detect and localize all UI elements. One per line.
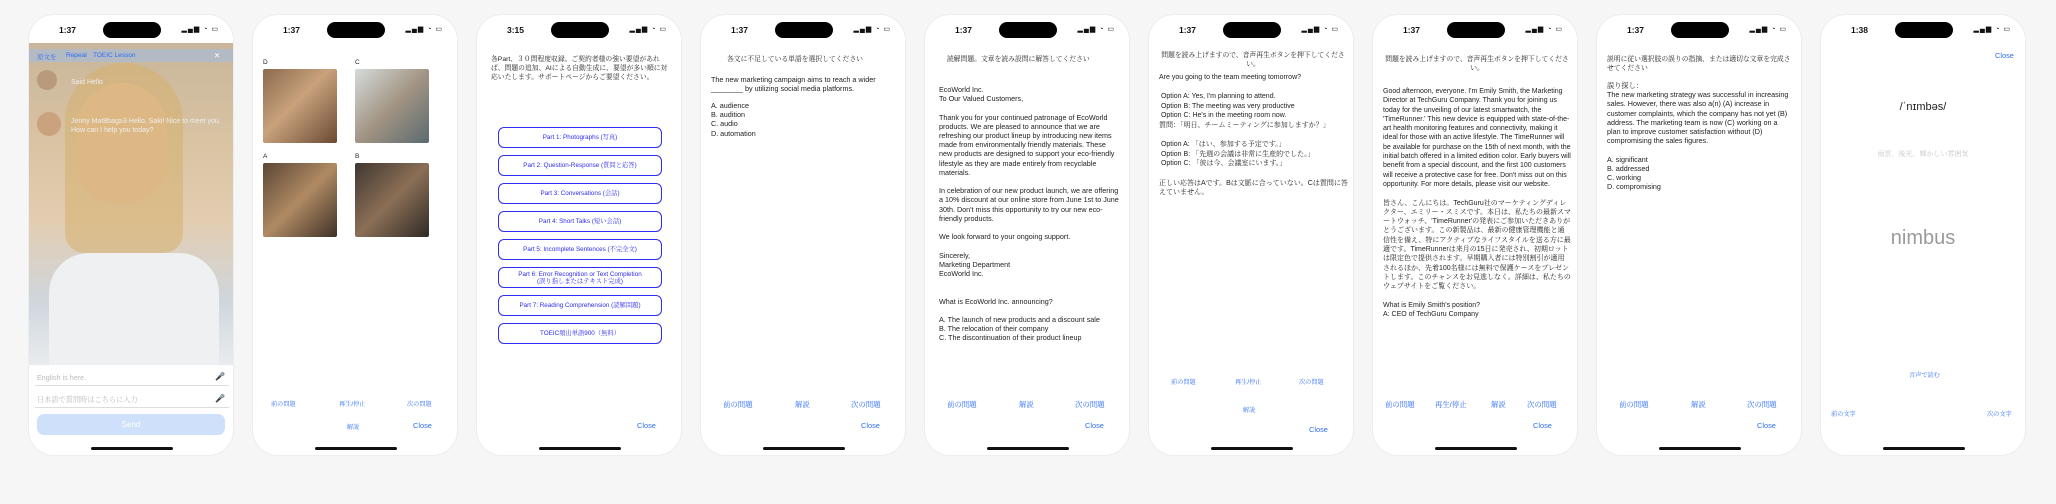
ipa-text: /ˈnɪmbəs/ [1899,101,1947,113]
part1-button[interactable] [498,127,662,148]
prev-question-button[interactable]: 前の問題 [723,400,753,409]
clock: 1:38 [1851,25,1869,35]
explanation-button[interactable]: 解説 [1019,400,1034,409]
japanese-input-placeholder: 日本語で質問時はこちらに入力 [37,395,138,404]
part3-button[interactable] [498,183,662,204]
dynamic-island [1447,22,1505,38]
part4-label: Part 4: Short Talks (短い会話) [538,218,622,225]
close-button[interactable]: Close [1995,51,2014,60]
home-indicator [1883,447,1965,450]
phone-reading-comprehension [924,14,1130,456]
clock: 1:37 [955,25,973,35]
avatar-user [37,70,57,90]
question-body: Are you going to the team meeting tomorrow? Option A: Yes, I'm planning to attend. Option B: The meeting was very productive Option C: He's in the meeting room now. 質問：「明日、チームミーティングに参加しますか？」 Option A: 「はい、参加する予定です。」 Option B: 「先週の会議は非常に生産的でした。」 Option C: 「彼は今、会議室にいます。」 正しい応答はAです。Bは文脈に合っていない。Cは質問に答えていません。 [1159,74,1348,197]
phone-vocabulary-card [1820,14,2026,456]
vocabulary-button[interactable] [498,323,662,344]
part7-button[interactable] [498,295,662,316]
mic-icon[interactable]: 🎤 [215,394,225,403]
status-bar [701,15,905,43]
clock: 1:37 [59,25,77,35]
explanation-button[interactable]: 解説 [1491,400,1506,409]
photo-label-c: C [355,59,360,66]
photo-d[interactable] [263,69,337,143]
clock: 1:37 [1627,25,1645,35]
dynamic-island [551,22,609,38]
passage-scroll[interactable] [939,85,1123,387]
close-button[interactable]: Close [413,421,432,430]
clock: 3:15 [507,25,525,35]
dynamic-island [1223,22,1281,38]
status-icons: ▂▄▆ ◔ ▭ [629,26,667,33]
next-question-button[interactable]: 次の問題 [851,400,881,409]
clock: 1:37 [283,25,301,35]
question-text: The new marketing campaign aims to reach a wider ________ by utilizing social media platforms. [711,75,878,94]
explanation-button[interactable]: 解説 [1243,407,1256,414]
next-question-button[interactable]: 次の問題 [407,401,432,408]
instruction-header: 問題を読み上げますので、音声再生ボタンを押下してください。 [1161,52,1345,69]
close-button[interactable]: Close [1533,421,1552,430]
original-text-link[interactable]: 原文を [37,54,57,61]
next-question-button[interactable]: 次の問題 [1747,400,1777,409]
status-icons: ▂▄▆ ◔ ▭ [1973,26,2011,33]
toeic-lesson-link[interactable]: TOEIC Lesson [93,52,136,59]
part7-label: Part 7: Reading Comprehension (読解問題) [519,302,641,309]
mic-icon[interactable]: 🎤 [215,372,225,381]
home-indicator [763,447,845,450]
home-indicator [539,447,621,450]
status-bar [925,15,1129,43]
shirt [49,253,219,365]
status-bar [29,15,233,43]
prev-word-button[interactable]: 前の文字 [1831,411,1856,418]
dynamic-island [103,22,161,38]
instruction-header: 問題を読み上げますので、音声再生ボタンを押下してください。 [1385,56,1569,73]
send-button[interactable] [37,414,225,435]
send-label: Send [121,420,141,429]
part4-button[interactable] [498,211,662,232]
part6-label: Part 6: Error Recognition or Text Completion (誤り指しまたはテキスト完成) [518,270,642,285]
play-stop-button[interactable]: 再生/停止 [339,401,366,408]
phone-question-response [1148,14,1354,456]
english-input[interactable] [35,369,229,386]
clock: 1:37 [1179,25,1197,35]
status-icons: ▂▄▆ ◔ ▭ [405,26,443,33]
explanation-button[interactable]: 解説 [795,400,810,409]
clock: 1:37 [731,25,749,35]
person-hair [65,63,183,253]
close-button[interactable]: Close [861,421,880,430]
instruction-header: 各文に不足している単語を選択してください [727,56,863,63]
dynamic-island [1895,22,1953,38]
english-input-placeholder: English is here. [37,373,87,382]
close-button[interactable]: Close [637,421,656,430]
clock: 1:37 [1403,25,1421,35]
dynamic-island [327,22,385,38]
next-word-button[interactable]: 次の文字 [1987,411,2012,418]
prev-question-button[interactable]: 前の問題 [271,401,296,408]
video-background [29,43,234,365]
play-stop-button[interactable]: 再生/停止 [1235,379,1262,386]
prev-question-button[interactable]: 前の問題 [947,400,977,409]
answer-options[interactable]: A. audience B. audition C. audio D. automation [711,101,756,138]
chat-message-user: Said Hello [71,79,103,86]
talk-scroll[interactable] [1383,87,1573,385]
prev-question-button[interactable]: 前の問題 [1619,400,1649,409]
dynamic-island [775,22,833,38]
next-question-button[interactable]: 次の問題 [1299,379,1324,386]
status-icons: ▂▄▆ ◔ ▭ [853,26,891,33]
photo-b[interactable] [355,163,429,237]
home-indicator [315,447,397,450]
avatar-assistant [37,112,61,136]
phone-short-talk [1372,14,1578,456]
photo-a[interactable] [263,163,337,237]
repeat-link[interactable]: Repeat [66,52,87,59]
question-body: 誤り探し： The new marketing strategy was successful in increasing sales. However, there was also a(n) (A) increase in customer complaints, which the company has not yet (B) address. The marketing team is now (C) working on a plan to improve customer satisfaction without (D) compromising the sales figures. A. significant B. addressed C. working D. compromising [1607,81,1789,192]
home-indicator [987,447,1069,450]
talk-text: Good afternoon, everyone. I'm Emily Smith, the Marketing Director at TechGuru Company. Thank you for joining us today for the unveiling of our latest smartwatch, the 'TimeRunner.' This new device is equipped with state-of-the-art health monitoring features and connectivity, making it ideal for those with an active lifestyle. The TimeRunner will be available for purchase on the 15th of next month, with the initial batch offered in a limited edition color. Early buyers will benefit from a special discount, and the first 100 customers will receive a protective case for free. Don't miss out on this opportunity. For more details, please visit our website. 皆さん、こんにちは。TechGuru社のマーケティングディレクター、エミリー・スミスです。本日は、私たちの最新スマートウォッチ、'TimeRunner'の発表にご参加いただきありがとうございます。この新製品は、最新の健康管理機能と通信性を備え、特にアクティブなライフスタイルを送る方に最適です。TimeRunnerは来月の15日に発売され、初期ロットは限定色で提供されます。早期購入者には特別割引が適用されるほか、先着100名様には無料で保護ケースをプレゼントします。このチャンスをお見逃しなく。詳細は、私たちのウェブサイトをご覧ください。 What is Emily Smith's position? A: CEO of TechGuru Company [1383,88,1571,319]
status-icons: ▂▄▆ ◔ ▭ [1749,26,1787,33]
dynamic-island [1671,22,1729,38]
status-icons: ▂▄▆ ◔ ▭ [1077,26,1115,33]
prev-question-button[interactable]: 前の問題 [1385,400,1415,409]
part2-label: Part 2: Question-Response (質問と応答) [523,162,637,169]
photo-label-a: A [263,153,268,160]
meaning-text: 雨雲、後光、輝かしい雰囲気 [1877,151,1969,158]
play-stop-button[interactable]: 再生/停止 [1435,400,1467,409]
status-icons: ▂▄▆ ◔ ▭ [1301,26,1339,33]
intro-text: 各Part、３０問程度収録。ご契約者様の強い要望があれば、問題の追加、AIによる自動生成に、要望が多い順に対応いたします。サポートページからご要望ください。 [491,56,668,81]
home-indicator [1659,447,1741,450]
read-aloud-button[interactable]: 音声で読む [1909,372,1940,379]
phone-photo-question [252,14,458,456]
status-bar [477,15,681,43]
home-indicator [91,447,173,450]
status-icons: ▂▄▆ ◔ ▭ [1525,26,1563,33]
vocabulary-label: TOEIC頻出単語900（無料） [539,330,620,337]
chat-message-assistant: Jenny Mat8bag≥3·Hello, Saki! Nice to meet you. How can I help you today? [71,118,223,135]
next-question-button[interactable]: 次の問題 [1527,400,1557,409]
phone-error-recognition [1596,14,1802,456]
explanation-button[interactable]: 解説 [1691,400,1706,409]
status-bar [1821,15,2025,43]
close-button[interactable]: Close [1309,425,1328,434]
home-indicator [1435,447,1517,450]
phone-chat-screen [28,14,234,456]
instruction-header: 読解問題。文章を読み設問に解答してください [947,56,1090,63]
phone-incomplete-sentence [700,14,906,456]
instruction-header: 説明に従い選択肢の誤りの指摘、または適切な文章を完成させてください [1607,56,1791,73]
status-icons: ▂▄▆ ◔ ▭ [181,26,219,33]
passage-text: EcoWorld Inc. To Our Valued Customers, Thank you for your continued patronage of EcoWorld products. We are pleased to announce that we are refreshing our product lineup by introducing new items made from environmentally friendly materials. These new products are designed to support your eco-friendly lifestyle as they are made entirely from recyclable materials. In celebration of our new product launch, we are offering a 10% discount at our online store from June 1st to June 30th. Don't miss this opportunity to try our new eco-friendly products. We look forward to your ongoing support. Sincerely, Marketing Department EcoWorld Inc. What is EcoWorld Inc. announcing? A. The launch of new products and a discount sale B. The relocation of their company C. The discontinuation of their product lineup [939,85,1119,343]
photo-label-b: B [355,153,360,160]
next-question-button[interactable]: 次の問題 [1075,400,1105,409]
close-button[interactable]: Close [1085,421,1104,430]
japanese-input[interactable] [35,391,229,408]
part3-label: Part 3: Conversations (会話) [540,190,620,197]
prev-question-button[interactable]: 前の問題 [1171,379,1196,386]
phone-part-menu [476,14,682,456]
part5-button[interactable] [498,239,662,260]
status-bar [1149,15,1353,43]
dynamic-island [999,22,1057,38]
part6-button[interactable] [498,267,662,288]
close-icon[interactable]: ✕ [214,51,221,60]
photo-c[interactable] [355,69,429,143]
close-button[interactable]: Close [1757,421,1776,430]
top-link-bar [29,49,233,62]
part5-label: Part 5: Incomplete Sentences (不完全文) [523,246,637,253]
home-indicator [1211,447,1293,450]
status-bar [253,15,457,43]
status-bar [1373,15,1577,43]
photo-label-d: D [263,59,268,66]
part2-button[interactable] [498,155,662,176]
explanation-button[interactable]: 解説 [347,424,360,431]
status-bar [1597,15,1801,43]
part1-label: Part 1: Photographs (写真) [542,134,618,141]
word-text: nimbus [1890,227,1956,249]
